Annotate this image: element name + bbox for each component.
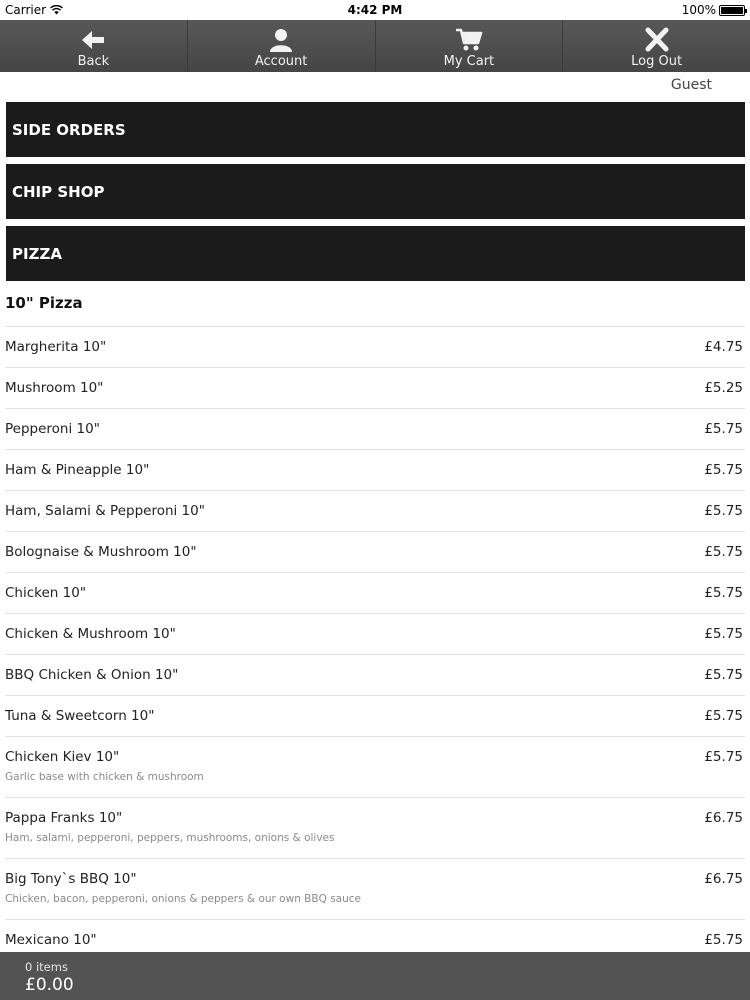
section-title: 10" Pizza [5,294,83,312]
back-button[interactable] [0,20,188,72]
menu-item[interactable] [5,449,745,490]
my-cart-label: My Cart [443,54,495,69]
item-name: Big Tony`s BBQ 10" [5,871,137,887]
cart-icon [455,27,483,53]
item-description: Ham, salami, pepperoni, peppers, mushrooms, onions & olives [5,832,335,844]
item-description: Garlic base with chicken & mushroom [5,771,204,783]
item-price: £5.25 [704,380,743,396]
item-price: £4.75 [704,339,743,355]
carrier-label: Carrier [5,3,47,17]
item-name: Ham & Pineapple 10" [5,462,150,478]
menu-item[interactable] [5,736,745,797]
menu-item[interactable] [5,797,745,858]
item-name: Tuna & Sweetcorn 10" [5,708,155,724]
item-name: Chicken & Mushroom 10" [5,626,176,642]
item-name: BBQ Chicken & Onion 10" [5,667,179,683]
item-price: £6.75 [704,810,743,826]
item-name: Chicken Kiev 10" [5,749,120,765]
user-icon [267,27,295,53]
category-pizza[interactable]: PIZZA [6,226,745,281]
cart-item-count: 0 items [25,960,68,974]
item-price: £6.75 [704,871,743,887]
item-price: £5.75 [704,708,743,724]
item-name: Margherita 10" [5,339,107,355]
cart-summary-bar[interactable] [0,952,750,1000]
log-out-button[interactable] [563,20,750,72]
menu-item[interactable] [5,858,745,919]
item-price: £5.75 [704,749,743,765]
account-label: Account [254,54,308,69]
menu-item[interactable] [5,654,745,695]
menu-item[interactable] [5,408,745,449]
nav-bar [0,20,750,72]
category-side-orders[interactable]: SIDE ORDERS [6,102,745,157]
item-description: Chicken, bacon, pepperoni, onions & peppers & our own BBQ sauce [5,893,361,905]
status-bar [0,0,750,20]
item-name: Pepperoni 10" [5,421,100,437]
item-price: £5.75 [704,626,743,642]
cart-total: £0.00 [25,975,74,995]
item-name: Mushroom 10" [5,380,104,396]
item-price: £5.75 [704,667,743,683]
battery-indicator [682,3,745,17]
item-price: £5.75 [704,544,743,560]
battery-percent: 100% [681,3,716,17]
user-status: Guest [670,77,712,93]
item-name: Bolognaise & Mushroom 10" [5,544,197,560]
menu-list [5,326,745,960]
log-out-label: Log Out [631,54,683,69]
menu-item[interactable] [5,613,745,654]
category-chip-shop[interactable]: CHIP SHOP [6,164,745,219]
item-price: £5.75 [704,585,743,601]
menu-item[interactable] [5,531,745,572]
account-button[interactable] [188,20,376,72]
item-name: Ham, Salami & Pepperoni 10" [5,503,205,519]
item-price: £5.75 [704,462,743,478]
menu-item[interactable] [5,490,745,531]
menu-item[interactable] [5,695,745,736]
menu-item[interactable] [5,572,745,613]
back-arrow-icon [79,27,107,53]
menu-item[interactable] [5,326,745,367]
item-price: £5.75 [704,503,743,519]
item-name: Pappa Franks 10" [5,810,123,826]
item-name: Chicken 10" [5,585,87,601]
my-cart-button[interactable] [376,20,564,72]
item-price: £5.75 [704,932,743,948]
menu-item[interactable] [5,367,745,408]
back-label: Back [77,54,110,69]
battery-icon [719,5,745,16]
clock: 4:42 PM [347,3,403,17]
item-price: £5.75 [704,421,743,437]
close-icon [643,27,671,53]
item-name: Mexicano 10" [5,932,97,948]
